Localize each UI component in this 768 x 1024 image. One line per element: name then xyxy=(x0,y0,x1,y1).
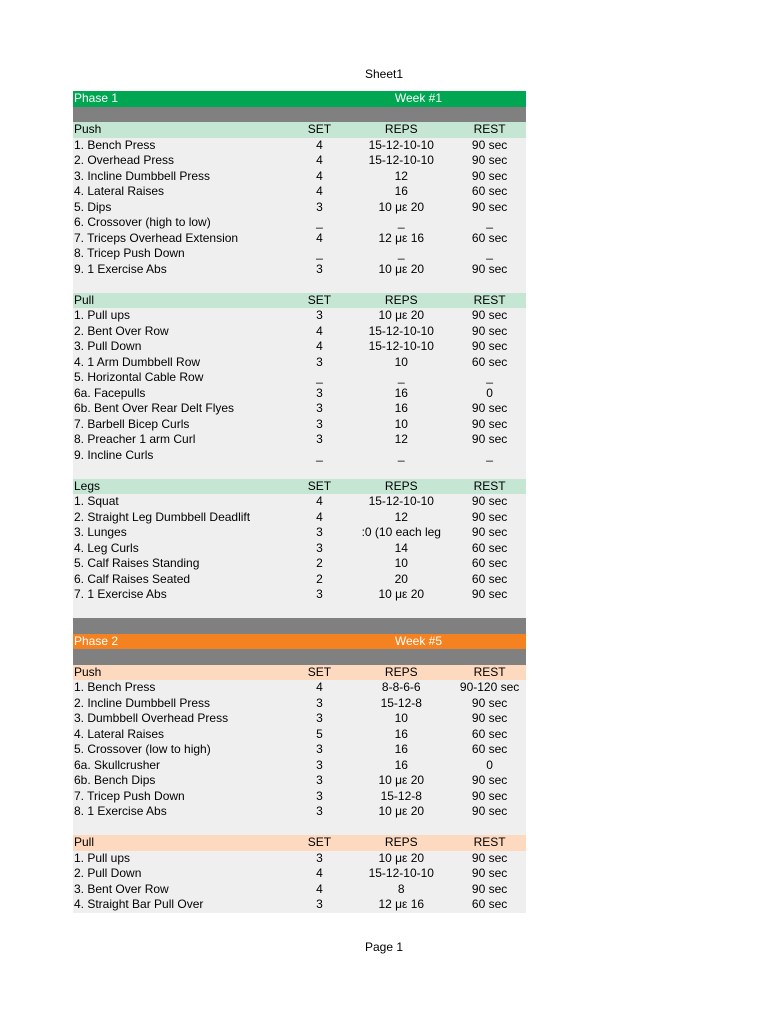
exercise-rest: 90 sec xyxy=(471,339,508,353)
exercise-row xyxy=(73,572,526,588)
exercise-reps: _ xyxy=(397,370,405,384)
exercise-row xyxy=(73,866,526,882)
exercise-name: 2. Straight Leg Dumbbell Deadlift xyxy=(74,509,251,524)
exercise-row xyxy=(73,587,526,603)
exercise-row xyxy=(73,510,526,526)
phase-label: Phase 1 xyxy=(74,91,119,105)
exercise-rest: 60 sec xyxy=(471,354,508,369)
exercise-rest: 0 xyxy=(486,757,493,772)
sheet-title: Sheet1 xyxy=(364,67,404,81)
week-label: Week #1 xyxy=(394,91,443,105)
rest-header: REST xyxy=(473,835,506,849)
exercise-reps: _ xyxy=(397,246,405,260)
phase-row xyxy=(73,91,526,107)
exercise-sets: 4 xyxy=(316,339,323,353)
exercise-reps: _ xyxy=(397,447,405,462)
exercise-sets: 3 xyxy=(316,308,323,322)
exercise-name: 8. Preacher 1 arm Curl xyxy=(74,432,196,446)
section-header-row xyxy=(73,293,526,309)
exercise-sets: 4 xyxy=(316,137,323,152)
exercise-sets: 4 xyxy=(316,230,323,245)
exercise-reps: 16 xyxy=(394,184,408,198)
exercise-row xyxy=(73,153,526,169)
section-name: Legs xyxy=(74,478,101,493)
exercise-row xyxy=(73,355,526,371)
spacer-row xyxy=(73,463,526,479)
exercise-sets: 3 xyxy=(316,711,323,725)
exercise-row xyxy=(73,851,526,867)
exercise-rest: 60 sec xyxy=(471,897,508,911)
spacer-row xyxy=(73,603,526,619)
exercise-row xyxy=(73,897,526,913)
exercise-row xyxy=(73,138,526,154)
phase-label: Phase 2 xyxy=(74,633,119,648)
exercise-row xyxy=(73,711,526,727)
exercise-reps: 10 xyxy=(394,416,408,431)
rest-header: REST xyxy=(473,122,506,136)
exercise-name: 6b. Bent Over Rear Delt Flyes xyxy=(74,401,235,415)
exercise-sets: 2 xyxy=(316,571,323,586)
exercise-rest: 90 sec xyxy=(471,416,508,431)
exercise-name: 4. 1 Arm Dumbbell Row xyxy=(74,354,201,369)
exercise-row xyxy=(73,169,526,185)
divider-row xyxy=(73,618,526,634)
exercise-reps: 10 xyxy=(394,711,408,725)
exercise-reps: 15-12-8 xyxy=(380,695,422,710)
exercise-row xyxy=(73,758,526,774)
exercise-rest: 90 sec xyxy=(471,711,508,725)
exercise-sets: 3 xyxy=(316,773,323,787)
exercise-sets: 4 xyxy=(316,184,323,198)
exercise-rest: 90 sec xyxy=(471,153,508,167)
exercise-sets: 3 xyxy=(316,199,323,214)
exercise-reps: 10 με 20 xyxy=(378,804,425,818)
exercise-reps: 15-12-10-10 xyxy=(368,339,434,353)
exercise-name: 7. Tricep Push Down xyxy=(74,788,185,803)
exercise-reps: 10 με 20 xyxy=(378,850,425,865)
exercise-name: 9. Incline Curls xyxy=(74,447,154,462)
exercise-rest: 90 sec xyxy=(471,773,508,787)
exercise-reps: 8-8-6-6 xyxy=(381,680,421,694)
rest-header: REST xyxy=(473,292,506,307)
exercise-row xyxy=(73,727,526,743)
exercise-row xyxy=(73,525,526,541)
exercise-row xyxy=(73,386,526,402)
exercise-sets: _ xyxy=(316,215,323,229)
exercise-rest: 90 sec xyxy=(471,308,508,322)
exercise-name: 1. Bench Press xyxy=(74,680,156,694)
exercise-reps: 16 xyxy=(394,726,408,741)
exercise-rest: 90 sec xyxy=(471,432,508,446)
exercise-rest: 90 sec xyxy=(471,323,508,338)
exercise-rest: 90 sec xyxy=(471,866,508,880)
exercise-reps: 16 xyxy=(394,742,408,756)
exercise-name: 9. 1 Exercise Abs xyxy=(74,261,167,276)
exercise-row xyxy=(73,494,526,510)
exercise-rest: 90 sec xyxy=(471,788,508,803)
divider-row xyxy=(73,649,526,665)
exercise-sets: 3 xyxy=(316,695,323,710)
exercise-name: 3. Bent Over Row xyxy=(74,881,169,896)
reps-header: REPS xyxy=(384,122,418,136)
exercise-rest: 90 sec xyxy=(471,525,508,539)
rest-header: REST xyxy=(473,478,506,493)
exercise-name: 4. Leg Curls xyxy=(74,540,139,555)
exercise-reps: 15-12-8 xyxy=(380,788,422,803)
exercise-name: 6a. Facepulls xyxy=(74,385,146,400)
exercise-row xyxy=(73,789,526,805)
exercise-rest: _ xyxy=(486,215,493,229)
exercise-reps: 20 xyxy=(394,571,408,586)
exercise-reps: 15-12-10-10 xyxy=(368,153,434,167)
exercise-name: 5. Dips xyxy=(74,199,112,214)
set-header: SET xyxy=(307,835,332,849)
exercise-name: 7. Barbell Bicep Curls xyxy=(74,416,190,431)
exercise-name: 2. Incline Dumbbell Press xyxy=(74,695,211,710)
exercise-row xyxy=(73,308,526,324)
exercise-name: 4. Straight Bar Pull Over xyxy=(74,897,204,911)
exercise-name: 7. 1 Exercise Abs xyxy=(74,587,167,601)
set-header: SET xyxy=(307,292,332,307)
exercise-name: 4. Lateral Raises xyxy=(74,184,165,198)
exercise-rest: 90 sec xyxy=(471,850,508,865)
exercise-rest: 60 sec xyxy=(471,726,508,741)
exercise-row xyxy=(73,401,526,417)
exercise-name: 6a. Skullcrusher xyxy=(74,757,161,772)
exercise-sets: 4 xyxy=(316,866,323,880)
exercise-row xyxy=(73,556,526,572)
exercise-rest: 90 sec xyxy=(471,137,508,152)
exercise-reps: 10 xyxy=(394,354,408,369)
exercise-name: 3. Dumbbell Overhead Press xyxy=(74,711,229,725)
exercise-sets: 3 xyxy=(316,525,323,539)
workout-sheet xyxy=(73,91,526,913)
exercise-name: 5. Calf Raises Standing xyxy=(74,556,200,570)
exercise-rest: 60 sec xyxy=(471,742,508,756)
exercise-sets: 4 xyxy=(316,494,323,508)
section-name: Pull xyxy=(74,292,95,307)
exercise-reps: _ xyxy=(397,215,405,229)
exercise-name: 1. Pull ups xyxy=(74,850,131,865)
exercise-sets: 3 xyxy=(316,385,323,400)
exercise-name: 2. Bent Over Row xyxy=(74,323,169,338)
exercise-sets: 3 xyxy=(316,432,323,446)
exercise-sets: 5 xyxy=(316,726,323,741)
exercise-row xyxy=(73,882,526,898)
reps-header: REPS xyxy=(384,292,418,307)
exercise-sets: 3 xyxy=(316,587,323,601)
exercise-reps: 12 xyxy=(394,509,408,524)
exercise-row xyxy=(73,804,526,820)
rest-header: REST xyxy=(473,664,506,679)
exercise-sets: _ xyxy=(316,370,323,384)
exercise-reps: 10 με 20 xyxy=(378,261,425,276)
page-footer: Page 1 xyxy=(364,940,404,954)
exercise-rest: _ xyxy=(486,246,493,260)
phase-row xyxy=(73,634,526,650)
exercise-reps: :0 (10 each leg xyxy=(361,525,441,539)
exercise-row xyxy=(73,680,526,696)
spacer-row xyxy=(73,277,526,293)
exercise-reps: 16 xyxy=(394,385,408,400)
exercise-row xyxy=(73,432,526,448)
exercise-row xyxy=(73,541,526,557)
exercise-reps: 10 με 20 xyxy=(378,773,425,787)
exercise-sets: 4 xyxy=(316,168,323,183)
exercise-rest: 60 sec xyxy=(471,184,508,198)
exercise-rest: 90 sec xyxy=(471,881,508,896)
exercise-row xyxy=(73,370,526,386)
divider-row xyxy=(73,107,526,123)
exercise-name: 7. Triceps Overhead Extension xyxy=(74,230,239,245)
exercise-sets: 3 xyxy=(316,788,323,803)
exercise-reps: 12 xyxy=(394,168,408,183)
exercise-rest: 90 sec xyxy=(471,494,508,508)
exercise-row xyxy=(73,339,526,355)
exercise-name: 4. Lateral Raises xyxy=(74,726,165,741)
exercise-rest: 90 sec xyxy=(471,509,508,524)
exercise-sets: 3 xyxy=(316,897,323,911)
exercise-sets: 3 xyxy=(316,540,323,555)
exercise-row xyxy=(73,246,526,262)
exercise-sets: 4 xyxy=(316,153,323,167)
set-header: SET xyxy=(307,122,332,136)
exercise-name: 8. Tricep Push Down xyxy=(74,246,185,260)
exercise-rest: 90 sec xyxy=(471,587,508,601)
exercise-row xyxy=(73,448,526,464)
exercise-row xyxy=(73,215,526,231)
exercise-name: 8. 1 Exercise Abs xyxy=(74,804,167,818)
exercise-row xyxy=(73,417,526,433)
reps-header: REPS xyxy=(384,835,418,849)
exercise-row xyxy=(73,184,526,200)
exercise-sets: 3 xyxy=(316,804,323,818)
exercise-rest: 90 sec xyxy=(471,261,508,276)
exercise-row xyxy=(73,696,526,712)
exercise-rest: 90 sec xyxy=(471,168,508,183)
section-header-row xyxy=(73,835,526,851)
exercise-rest: 60 sec xyxy=(471,230,508,245)
exercise-reps: 12 xyxy=(394,432,408,446)
set-header: SET xyxy=(307,478,332,493)
exercise-sets: 4 xyxy=(316,680,323,694)
exercise-sets: 4 xyxy=(316,323,323,338)
exercise-sets: _ xyxy=(316,447,323,462)
exercise-rest: 60 sec xyxy=(471,556,508,570)
exercise-sets: 3 xyxy=(316,742,323,756)
exercise-sets: 3 xyxy=(316,354,323,369)
exercise-sets: 3 xyxy=(316,401,323,415)
set-header: SET xyxy=(307,664,332,679)
exercise-name: 6. Crossover (high to low) xyxy=(74,215,211,229)
section-name: Push xyxy=(74,122,102,136)
exercise-reps: 12 με 16 xyxy=(378,897,425,911)
exercise-reps: 10 με 20 xyxy=(378,308,425,322)
exercise-rest: 90-120 sec xyxy=(459,680,520,694)
exercise-reps: 16 xyxy=(394,401,408,415)
exercise-name: 6b. Bench Dips xyxy=(74,773,156,787)
exercise-sets: 3 xyxy=(316,850,323,865)
exercise-row xyxy=(73,231,526,247)
week-label: Week #5 xyxy=(394,633,443,648)
exercise-name: 2. Overhead Press xyxy=(74,153,175,167)
exercise-sets: 2 xyxy=(316,556,323,570)
exercise-name: 5. Crossover (low to high) xyxy=(74,742,211,756)
exercise-rest: 90 sec xyxy=(471,199,508,214)
exercise-row xyxy=(73,773,526,789)
exercise-name: 5. Horizontal Cable Row xyxy=(74,370,204,384)
section-header-row xyxy=(73,479,526,495)
section-name: Pull xyxy=(74,835,95,849)
exercise-reps: 10 με 20 xyxy=(378,587,425,601)
exercise-rest: _ xyxy=(486,370,493,384)
exercise-rest: 0 xyxy=(486,385,493,400)
reps-header: REPS xyxy=(384,664,418,679)
exercise-rest: 60 sec xyxy=(471,571,508,586)
section-header-row xyxy=(73,665,526,681)
exercise-sets: 3 xyxy=(316,416,323,431)
exercise-rest: 90 sec xyxy=(471,804,508,818)
exercise-name: 2. Pull Down xyxy=(74,866,142,880)
exercise-name: 1. Squat xyxy=(74,494,119,508)
exercise-reps: 8 xyxy=(397,881,405,896)
exercise-reps: 10 με 20 xyxy=(378,199,425,214)
exercise-reps: 15-12-10-10 xyxy=(368,494,434,508)
exercise-reps: 16 xyxy=(394,757,408,772)
exercise-sets: 3 xyxy=(316,757,323,772)
exercise-row xyxy=(73,200,526,216)
exercise-row xyxy=(73,324,526,340)
exercise-name: 1. Bench Press xyxy=(74,137,156,152)
exercise-rest: 90 sec xyxy=(471,401,508,415)
spacer-row xyxy=(73,820,526,836)
exercise-row xyxy=(73,742,526,758)
exercise-reps: 12 με 16 xyxy=(378,230,425,245)
section-name: Push xyxy=(74,664,102,679)
exercise-row xyxy=(73,262,526,278)
exercise-reps: 15-12-10-10 xyxy=(368,323,434,338)
exercise-name: 3. Pull Down xyxy=(74,339,142,353)
exercise-sets: 4 xyxy=(316,509,323,524)
exercise-name: 3. Incline Dumbbell Press xyxy=(74,168,211,183)
exercise-name: 3. Lunges xyxy=(74,525,127,539)
exercise-rest: 90 sec xyxy=(471,695,508,710)
exercise-reps: 15-12-10-10 xyxy=(368,866,434,880)
exercise-reps: 10 xyxy=(394,556,408,570)
exercise-sets: _ xyxy=(316,246,323,260)
exercise-rest: _ xyxy=(486,447,493,462)
exercise-name: 6. Calf Raises Seated xyxy=(74,571,191,586)
exercise-name: 1. Pull ups xyxy=(74,308,131,322)
section-header-row xyxy=(73,122,526,138)
reps-header: REPS xyxy=(384,478,418,493)
exercise-sets: 3 xyxy=(316,261,323,276)
exercise-reps: 14 xyxy=(394,540,408,555)
exercise-rest: 60 sec xyxy=(471,540,508,555)
exercise-reps: 15-12-10-10 xyxy=(368,137,434,152)
exercise-sets: 4 xyxy=(316,881,323,896)
